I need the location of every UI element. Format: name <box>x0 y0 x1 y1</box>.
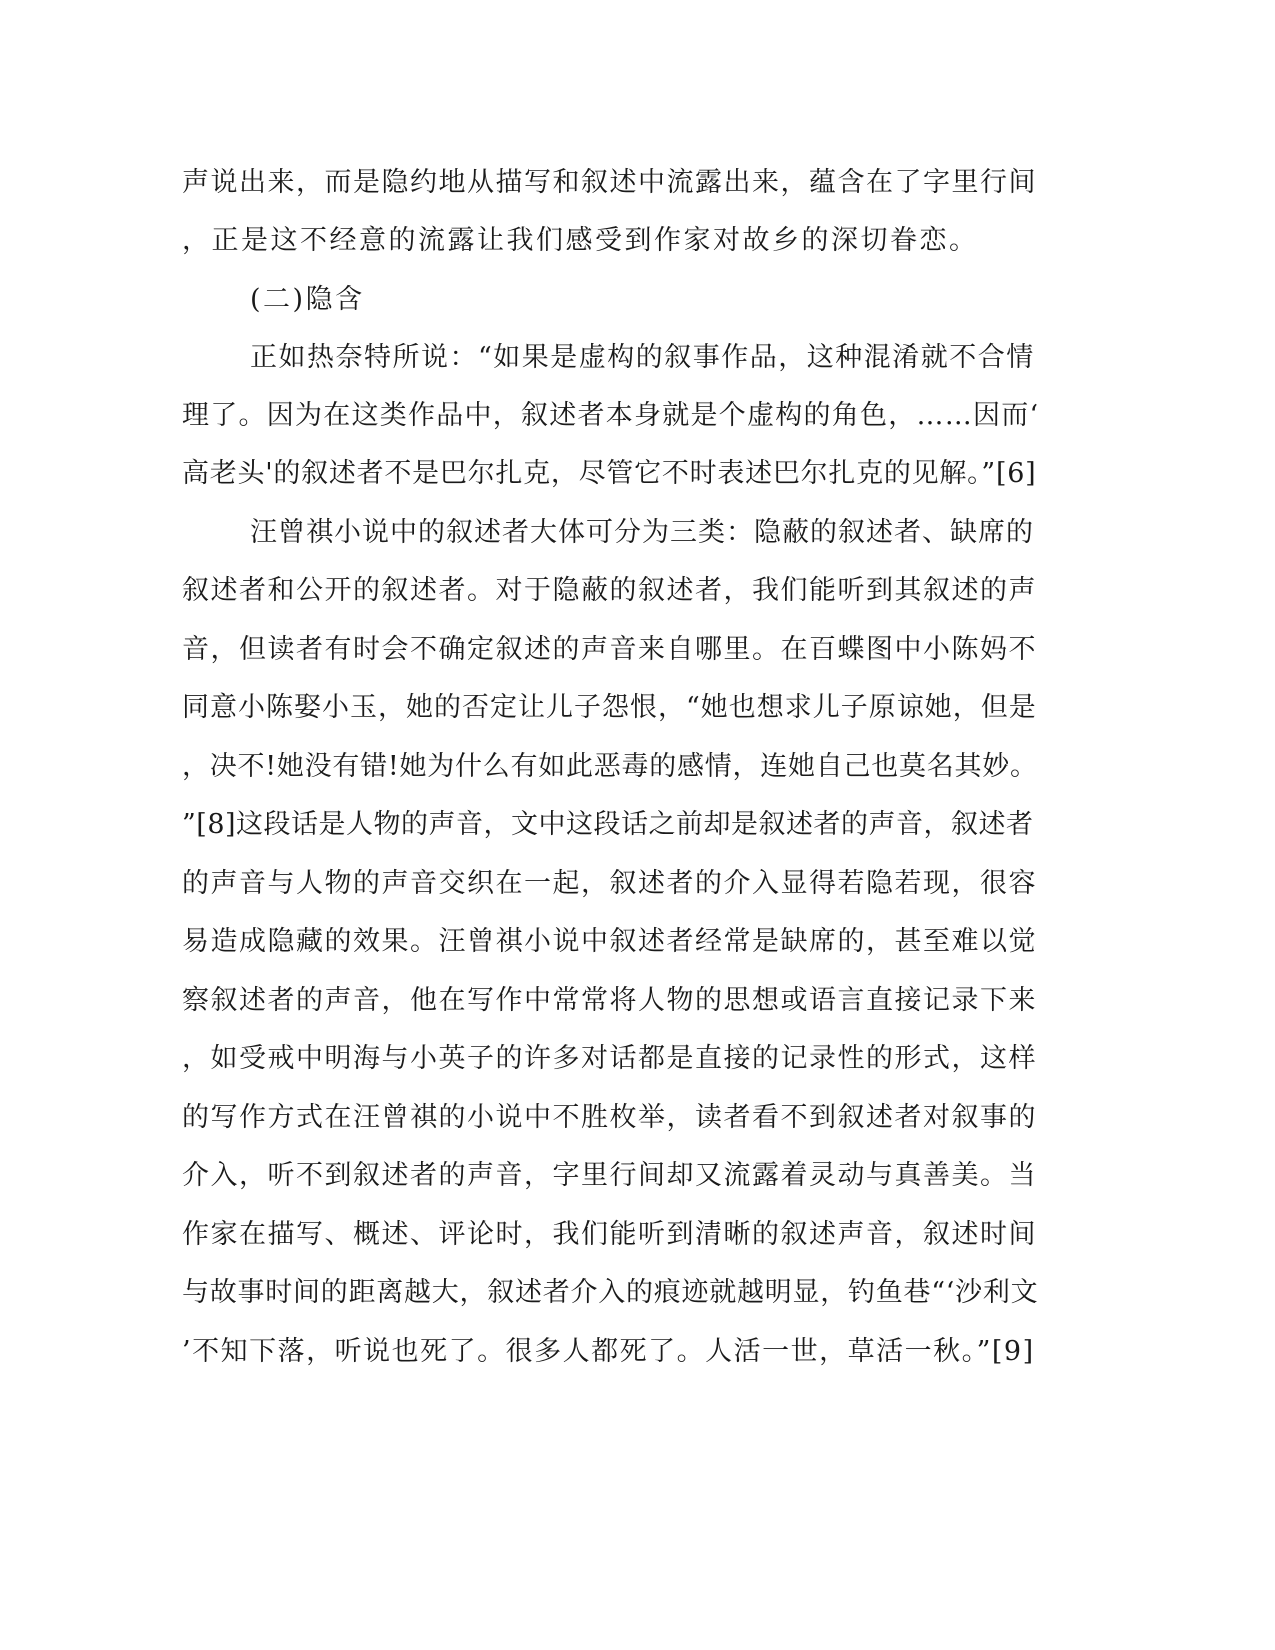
text-line: 理了。因为在这类作品中，叙述者本身就是个虚构的角色，……因而‘ <box>182 400 1040 431</box>
text-line: 作家在描写、概述、评论时，我们能听到清晰的叙述声音，叙述时间 <box>182 1219 1037 1250</box>
text-line: 介入，听不到叙述者的声音，字里行间却又流露着灵动与真善美。当 <box>182 1160 1037 1191</box>
text-line: 叙述者和公开的叙述者。对于隐蔽的叙述者，我们能听到其叙述的声 <box>182 575 1037 606</box>
text-line: ，决不!她没有错!她为什么有如此恶毒的感情，连她自己也莫名其妙。 <box>182 751 1038 782</box>
text-line: 高老头'的叙述者不是巴尔扎克，尽管它不时表述巴尔扎克的见解。”[6] <box>182 458 1037 489</box>
section-heading: (二)隐含 <box>250 284 365 315</box>
text-line: 与故事时间的距离越大，叙述者介入的痕迹就越明显，钓鱼巷“‘沙利文 <box>182 1277 1039 1308</box>
text-line: 的写作方式在汪曾祺的小说中不胜枚举，读者看不到叙述者对叙事的 <box>182 1102 1037 1133</box>
text-line: ，正是这不经意的流露让我们感受到作家对故乡的深切眷恋。 <box>182 225 979 256</box>
text-line: 同意小陈娶小玉，她的否定让儿子怨恨，“她也想求儿子原谅她，但是 <box>182 692 1037 723</box>
text-line: 声说出来，而是隐约地从描写和叙述中流露出来，蕴含在了字里行间 <box>182 167 1037 198</box>
text-line: ”[8]这段话是人物的声音，文中这段话之前却是叙述者的声音，叙述者 <box>182 809 1034 840</box>
text-line: 汪曾祺小说中的叙述者大体可分为三类：隐蔽的叙述者、缺席的 <box>250 517 1034 548</box>
text-line: ，如受戒中明海与小英子的许多对话都是直接的记录性的形式，这样 <box>182 1043 1037 1074</box>
text-line: 的声音与人物的声音交织在一起，叙述者的介入显得若隐若现，很容 <box>182 868 1037 899</box>
text-line: 音，但读者有时会不确定叙述的声音来自哪里。在百蝶图中小陈妈不 <box>182 634 1037 665</box>
text-line: 易造成隐藏的效果。汪曾祺小说中叙述者经常是缺席的，甚至难以觉 <box>182 926 1037 957</box>
text-line: 正如热奈特所说：“如果是虚构的叙事作品，这种混淆就不合情 <box>250 342 1035 373</box>
text-line: 察叙述者的声音，他在写作中常常将人物的思想或语言直接记录下来 <box>182 985 1037 1016</box>
text-line: ’不知下落，听说也死了。很多人都死了。人活一世，草活一秋。”[9] <box>182 1336 1035 1367</box>
